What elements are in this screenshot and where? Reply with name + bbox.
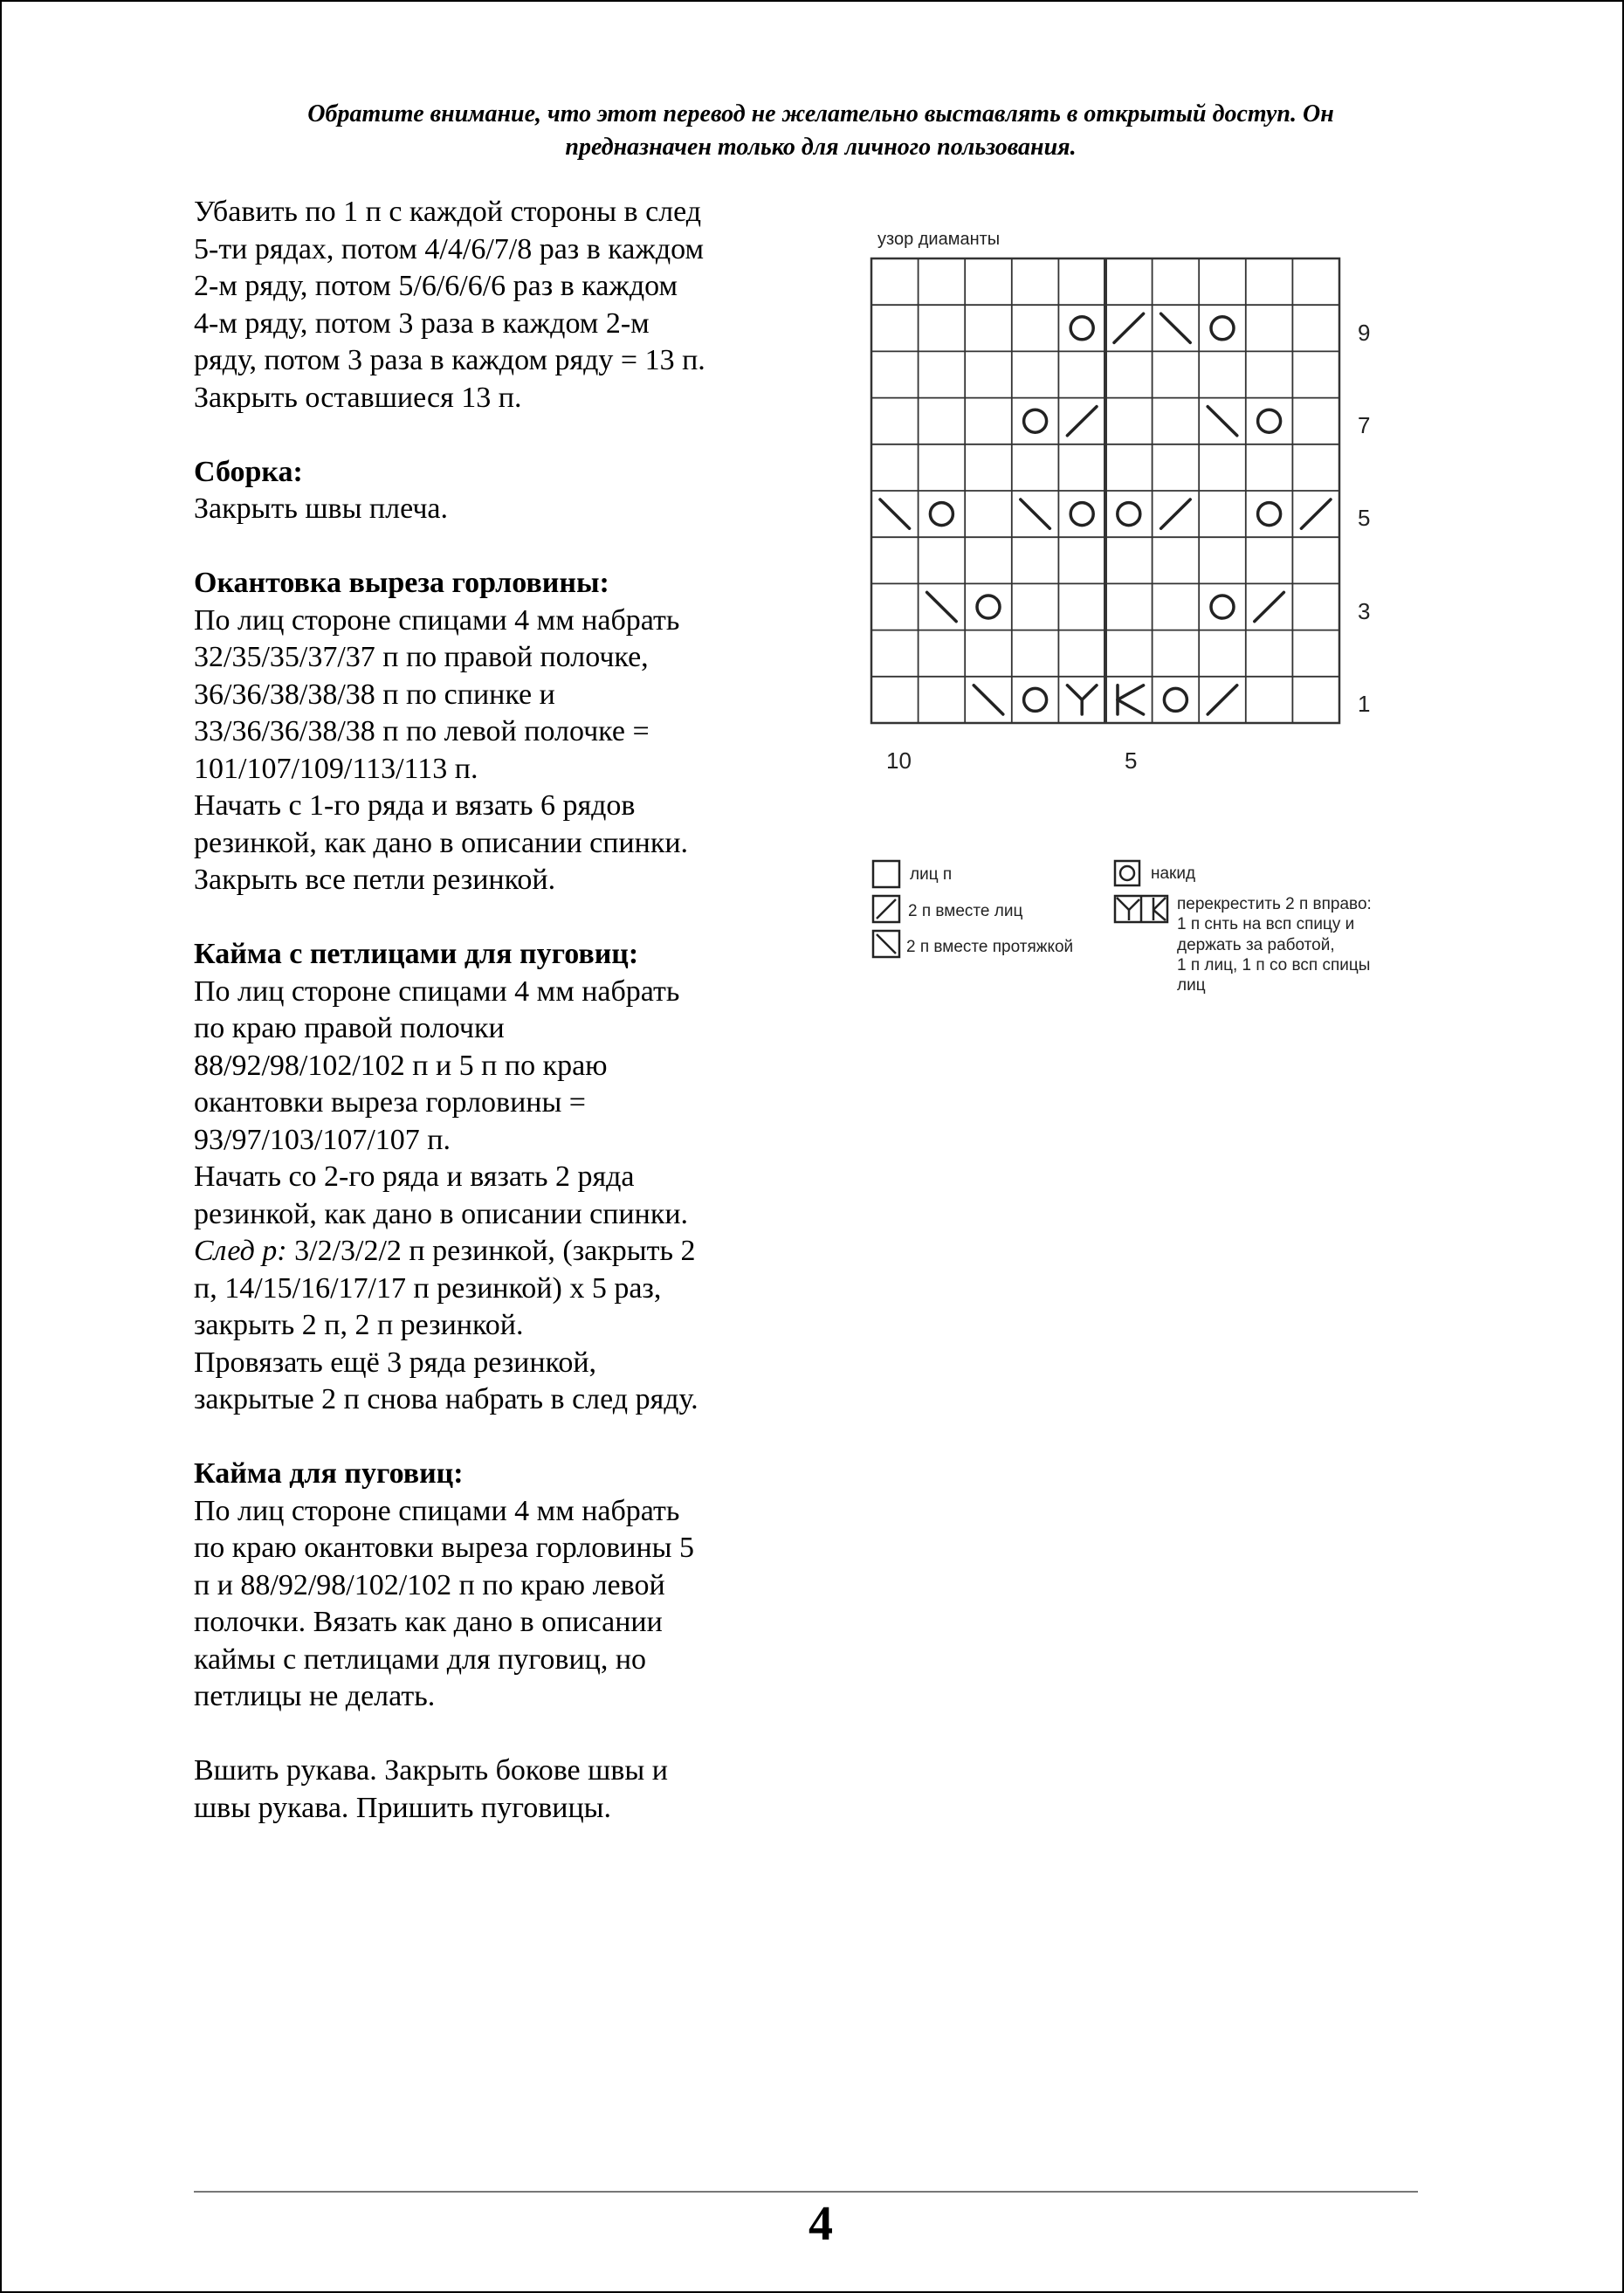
legend-ssk-label: 2 п вместе протяжкой xyxy=(906,938,1074,956)
ssk-symbol xyxy=(880,499,910,528)
legend-yo-label: накид xyxy=(1151,864,1196,883)
instructions-column xyxy=(194,194,805,1827)
cross-stroke-icon xyxy=(1153,898,1166,910)
text-line: закрытые 2 п снова набрать в след ряду. xyxy=(194,1383,698,1415)
chart-title: узор диаманты xyxy=(877,230,1001,249)
neckband-section xyxy=(194,565,805,899)
text-line: по краю окантовки выреза горловины 5 xyxy=(194,1532,695,1564)
yarn-over-symbol xyxy=(977,596,1000,618)
buttonhole-band-heading: Кайма с петлицами для пуговиц: xyxy=(194,938,639,970)
stitch-chart-figure xyxy=(864,218,1423,1004)
cross-right-symbol xyxy=(1082,685,1097,700)
chart-grid xyxy=(871,258,1339,723)
text-line: Закрыть все петли резинкой. xyxy=(194,864,556,896)
cross-right-symbol xyxy=(1067,685,1082,700)
yarn-over-symbol xyxy=(1211,317,1234,340)
ssk-backslash-icon xyxy=(877,934,896,954)
text-line: 36/36/38/38/38 п по спинке и xyxy=(194,678,555,711)
text-line: 101/107/109/113/113 п. xyxy=(194,752,478,785)
text-line: 88/92/98/102/102 п и 5 п по краю xyxy=(194,1049,608,1082)
yarn-over-symbol xyxy=(1258,503,1281,526)
button-band-section xyxy=(194,1456,805,1716)
text-line: Закрыть швы плеча. xyxy=(194,492,449,525)
yo-symbol-icon xyxy=(1115,861,1139,885)
legend-cross-line-4: 1 п лиц, 1 п со всп спицы xyxy=(1177,956,1371,974)
ssk-symbol xyxy=(1161,313,1191,342)
text-line: каймы с петлицами для пуговиц, но xyxy=(194,1642,647,1676)
yo-circle-icon xyxy=(1120,866,1134,880)
legend-cross-line-2: 1 п снть на всп спицу и xyxy=(1177,915,1355,933)
legend-yo xyxy=(1115,861,1195,885)
row-label-1: 1 xyxy=(1358,691,1371,717)
next-row-text: 3/2/3/2/2 п резинкой, (закрыть 2 xyxy=(286,1235,696,1267)
text-line: Вшить рукава. Закрыть бокове швы и xyxy=(194,1754,668,1787)
yarn-over-symbol xyxy=(1258,410,1281,432)
text-line: по краю правой полочки xyxy=(194,1012,505,1044)
k2tog-symbol xyxy=(1255,592,1284,621)
footer-divider xyxy=(194,2191,1418,2193)
next-row-line xyxy=(194,1233,805,1270)
yarn-over-symbol xyxy=(1024,410,1047,432)
legend-k2tog-label: 2 п вместе лиц xyxy=(908,902,1023,920)
k2tog-symbol xyxy=(1208,685,1237,714)
assembly-heading: Сборка: xyxy=(194,455,303,488)
text-line: закрыть 2 п, 2 п резинкой. xyxy=(194,1309,524,1341)
text-line: Начать со 2-го ряда и вязать 2 ряда xyxy=(194,1160,635,1193)
yarn-over-symbol xyxy=(1211,596,1234,618)
legend-knit xyxy=(873,861,952,887)
text-line: петлицы не делать. xyxy=(194,1680,436,1712)
legend-ssk xyxy=(873,931,1073,957)
text-line: 33/36/36/38/38 п по левой полочке = xyxy=(194,715,650,747)
yarn-over-symbol xyxy=(1118,503,1140,526)
yarn-over-symbol xyxy=(930,503,953,526)
legend-cross-line-3: держать за работой, xyxy=(1177,936,1335,954)
text-line: Убавить по 1 п с каждой стороны в след xyxy=(194,196,702,228)
text-line: швы рукава. Пришить пуговицы. xyxy=(194,1791,611,1824)
text-line: Начать с 1-го ряда и вязать 6 рядов xyxy=(194,789,636,822)
text-line: 2-м ряду, потом 5/6/6/6/6 раз в каждом xyxy=(194,270,678,302)
text-line: По лиц стороне спицами 4 мм набрать xyxy=(194,1494,680,1527)
assembly-section xyxy=(194,454,805,528)
knit-symbol-icon xyxy=(873,861,899,887)
cross-stroke-icon xyxy=(1129,899,1139,910)
yarn-over-symbol xyxy=(1070,503,1093,526)
yarn-over-symbol xyxy=(1070,317,1093,340)
row-label-3: 3 xyxy=(1358,598,1371,624)
button-band-heading: Кайма для пуговиц: xyxy=(194,1457,464,1490)
buttonhole-band-section xyxy=(194,936,805,1419)
text-line: 5-ти рядах, потом 4/4/6/7/8 раз в каждом xyxy=(194,232,705,265)
text-line: резинкой, как дано в описании спинки. xyxy=(194,1197,689,1230)
text-line: п и 88/92/98/102/102 п по краю левой xyxy=(194,1568,665,1601)
cross-stroke-icon xyxy=(1153,910,1166,920)
text-line: 93/97/103/107/107 п. xyxy=(194,1123,451,1156)
row-label-7: 7 xyxy=(1358,412,1371,438)
yarn-over-symbol xyxy=(1024,688,1047,711)
legend-knit-label: лиц п xyxy=(910,865,953,884)
col-label-5: 5 xyxy=(1125,747,1138,774)
cross-stroke-icon xyxy=(1117,898,1129,910)
notice-line-1: Обратите внимание, что этот перевод не желательно выставлять в открытый доступ. Он xyxy=(307,100,1334,127)
col-label-10: 10 xyxy=(886,747,912,774)
legend-cross-line-5: лиц xyxy=(1177,976,1206,995)
ssk-symbol xyxy=(1021,499,1050,528)
k2tog-symbol xyxy=(1067,407,1097,436)
row-label-5: 5 xyxy=(1358,505,1371,531)
text-line: 4-м ряду, потом 3 раза в каждом 2-м xyxy=(194,306,650,340)
k2tog-slash-icon xyxy=(877,899,896,919)
legend-cross xyxy=(1115,895,1372,995)
k2tog-symbol xyxy=(1114,313,1144,342)
next-row-label: След р: xyxy=(194,1235,287,1267)
notice-line-2: предназначен только для личного пользования. xyxy=(565,134,1077,161)
yarn-over-symbol xyxy=(1164,688,1187,711)
cross-left-symbol xyxy=(1118,699,1144,714)
ssk-symbol xyxy=(927,592,957,621)
cross-left-symbol xyxy=(1118,685,1144,700)
text-line: По лиц стороне спицами 4 мм набрать xyxy=(194,974,680,1008)
copyright-notice xyxy=(166,98,1476,164)
text-line: Провязать ещё 3 ряда резинкой, xyxy=(194,1346,597,1379)
ssk-symbol xyxy=(974,685,1003,714)
stitch-chart xyxy=(864,218,1423,1004)
text-line: Закрыть оставшиеся 13 п. xyxy=(194,381,522,414)
text-line: По лиц стороне спицами 4 мм набрать xyxy=(194,603,680,637)
row-label-9: 9 xyxy=(1358,320,1371,346)
page-number: 4 xyxy=(809,2197,833,2251)
text-line: п, 14/15/16/17/17 п резинкой) х 5 раз, xyxy=(194,1271,662,1305)
text-line: 32/35/35/37/37 п по правой полочке, xyxy=(194,641,649,673)
intro-section xyxy=(194,194,805,417)
neckband-heading: Окантовка выреза горловины: xyxy=(194,567,609,599)
text-line: ряду, потом 3 раза в каждом ряду = 13 п. xyxy=(194,344,705,376)
ssk-symbol xyxy=(1208,407,1237,436)
text-line: полочки. Вязать как дано в описании xyxy=(194,1606,663,1638)
text-line: резинкой, как дано в описании спинки. xyxy=(194,826,689,859)
finishing-section xyxy=(194,1752,805,1827)
chart-legend xyxy=(873,861,1372,995)
legend-k2tog xyxy=(873,896,1022,922)
text-line: окантовки выреза горловины = xyxy=(194,1086,586,1119)
k2tog-symbol xyxy=(1301,499,1331,528)
legend-cross-line-1: перекрестить 2 п вправо: xyxy=(1177,895,1372,913)
k2tog-symbol xyxy=(1161,499,1191,528)
